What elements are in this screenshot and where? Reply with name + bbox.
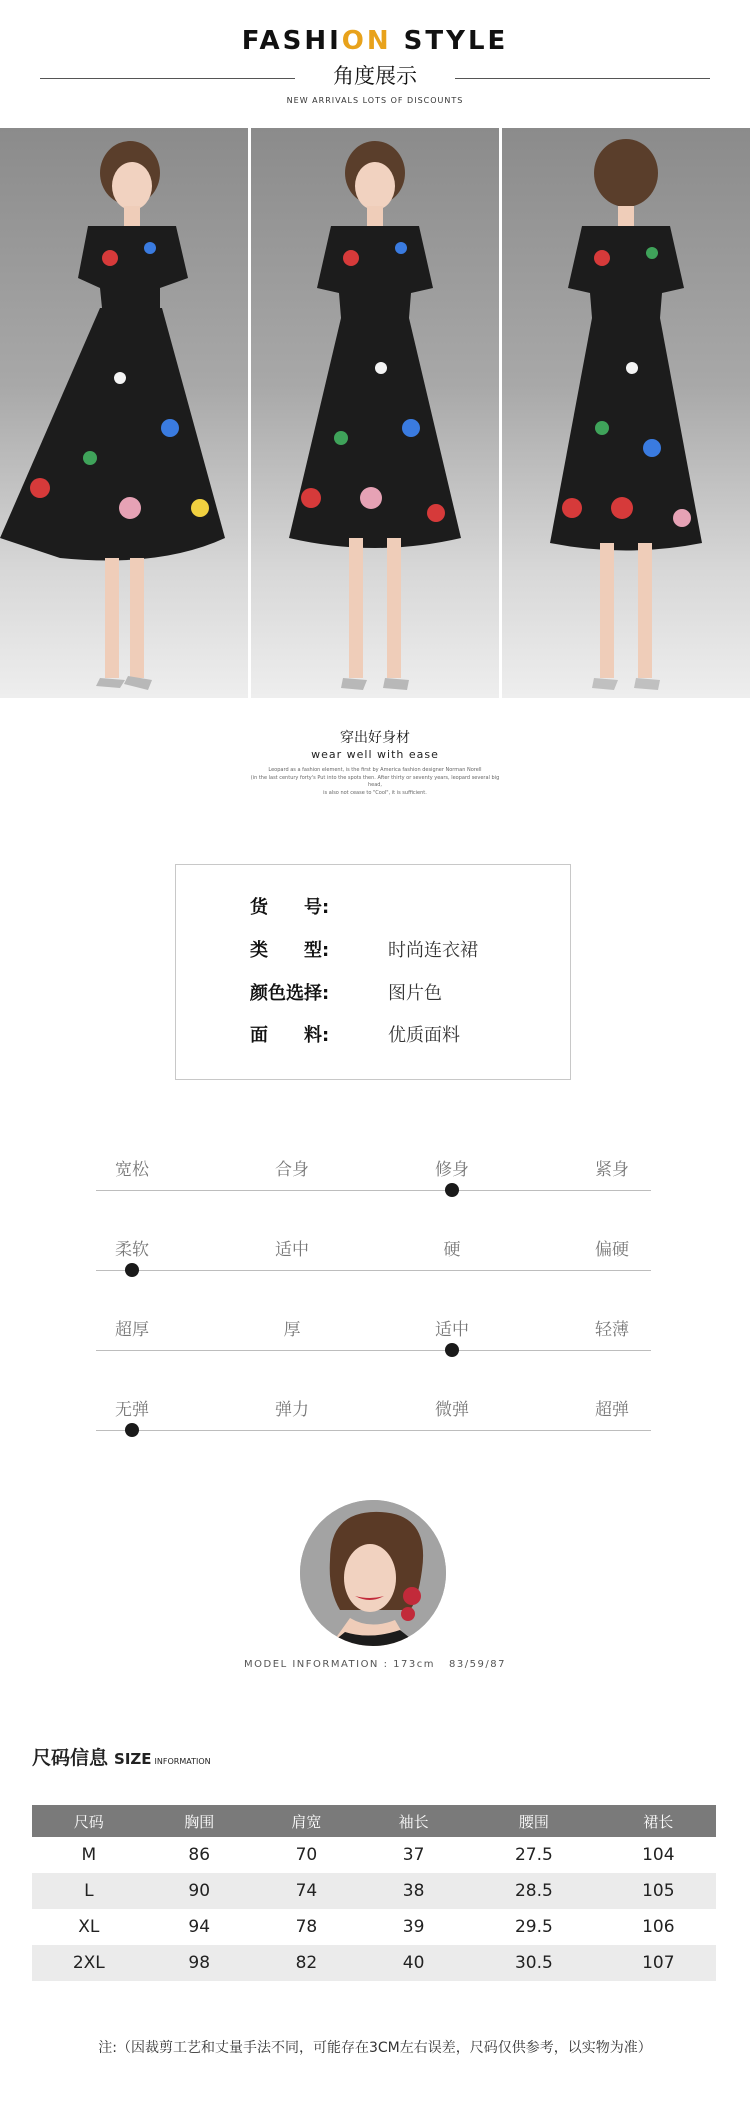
- header-bust: 胸围: [146, 1805, 253, 1837]
- model-measurements: 83/59/87: [449, 1659, 506, 1670]
- scale-track: [96, 1430, 651, 1431]
- size-cell: 106: [642, 1917, 675, 1937]
- scale-marker: [125, 1423, 139, 1437]
- scale-marker: [125, 1263, 139, 1277]
- scale-option: 适中: [435, 1320, 469, 1340]
- size-row: [32, 1837, 716, 1873]
- size-cell: 29.5: [514, 1917, 553, 1937]
- header-size: 尺码: [32, 1805, 146, 1837]
- scale-marker: [445, 1183, 459, 1197]
- header-length: 裙长: [601, 1805, 716, 1837]
- size-cell: 30.5: [467, 1945, 600, 1981]
- size-row: [32, 1945, 716, 1981]
- scale-option: 合身: [275, 1160, 309, 1180]
- scale-option: 硬: [443, 1240, 461, 1260]
- scale-track: [96, 1190, 651, 1191]
- scale-option: 超弹: [595, 1400, 629, 1420]
- scale-option: 适中: [275, 1240, 309, 1260]
- section-subtitle: 角度展示: [333, 64, 417, 88]
- info-value-type: 时尚连衣裙: [388, 940, 478, 961]
- size-cell: 2XL: [32, 1945, 146, 1981]
- size-cell: 82: [253, 1945, 360, 1981]
- scale-option: 偏硬: [595, 1240, 629, 1260]
- scale-option: 超厚: [115, 1320, 149, 1340]
- product-photo-front: [0, 128, 248, 698]
- product-photo-front-straight: [251, 128, 499, 698]
- size-cell: 28.5: [467, 1873, 600, 1909]
- section-title: FASHION STYLE: [241, 26, 509, 56]
- size-cell: 78: [295, 1917, 318, 1937]
- size-table: [32, 1805, 716, 1981]
- slogan-title: 穿出好身材: [340, 730, 410, 746]
- scale-option: 宽松: [115, 1160, 149, 1180]
- size-cell: 39: [402, 1917, 425, 1937]
- scale-option: 轻薄: [595, 1320, 629, 1340]
- size-cell: 107: [601, 1945, 716, 1981]
- size-cell: M: [81, 1845, 97, 1865]
- size-cell: 74: [253, 1873, 360, 1909]
- size-note: 注:（因裁剪工艺和丈量手法不同，可能存在3CM左右误差，尺码仅供参考，以实物为准）: [98, 2040, 652, 2056]
- size-cell: 90: [146, 1873, 253, 1909]
- size-cell: L: [32, 1873, 146, 1909]
- product-photo-back: [502, 128, 750, 698]
- size-cell: 86: [188, 1845, 211, 1865]
- model-height: 173cm: [393, 1659, 435, 1670]
- info-label-type: 类 型:: [250, 940, 330, 961]
- product-info-box: [175, 864, 571, 1080]
- size-cell: 70: [295, 1845, 318, 1865]
- scale-option: 弹力: [275, 1400, 309, 1420]
- size-table-header: [32, 1805, 716, 1837]
- info-label-color: 颜色选择:: [250, 983, 330, 1004]
- info-label-fabric: 面 料:: [250, 1025, 330, 1046]
- size-cell: 37: [402, 1845, 425, 1865]
- scale-option: 微弹: [435, 1400, 469, 1420]
- scale-track: [96, 1270, 651, 1271]
- size-cell: 38: [360, 1873, 467, 1909]
- size-cell: 94: [188, 1917, 211, 1937]
- size-cell: XL: [78, 1917, 100, 1937]
- title-highlight: ON: [341, 26, 392, 56]
- scale-option: 紧身: [595, 1160, 629, 1180]
- scale-option: 修身: [435, 1160, 469, 1180]
- header-waist: 腰围: [467, 1805, 600, 1837]
- size-row: [32, 1909, 716, 1945]
- info-value-fabric: 优质面料: [388, 1025, 460, 1046]
- size-cell: 98: [146, 1945, 253, 1981]
- header-sleeve: 袖长: [360, 1805, 467, 1837]
- info-label-sku: 货 号:: [250, 897, 330, 918]
- slogan-english: wear well with ease: [311, 748, 439, 761]
- size-row: [32, 1873, 716, 1909]
- model-information: MODEL INFORMATION : 173cm 83/59/87: [244, 1659, 506, 1670]
- scale-option: 柔软: [115, 1240, 149, 1260]
- size-cell: 40: [360, 1945, 467, 1981]
- slogan-body: Leopard as a fashion element, is the first by America fashion designer Norman Norell (in the last century forty's Put into the spots then. After thirty or seventy years, leopard several big head, is also not cease to "Cool", it is sufficient.: [250, 767, 500, 796]
- header-shoulder: 肩宽: [253, 1805, 360, 1837]
- section-tagline: NEW ARRIVALS LOTS OF DISCOUNTS: [286, 96, 464, 105]
- size-cell: 27.5: [514, 1845, 553, 1865]
- scale-track: [96, 1350, 651, 1351]
- scale-option: 厚: [283, 1320, 301, 1340]
- size-cell: 104: [642, 1845, 675, 1865]
- size-cell: 105: [601, 1873, 716, 1909]
- scale-option: 无弹: [115, 1400, 149, 1420]
- size-section-title: 尺码信息 SIZE INFORMATION: [32, 1747, 211, 1769]
- info-value-color: 图片色: [388, 983, 442, 1004]
- model-avatar: [300, 1500, 446, 1646]
- scale-marker: [445, 1343, 459, 1357]
